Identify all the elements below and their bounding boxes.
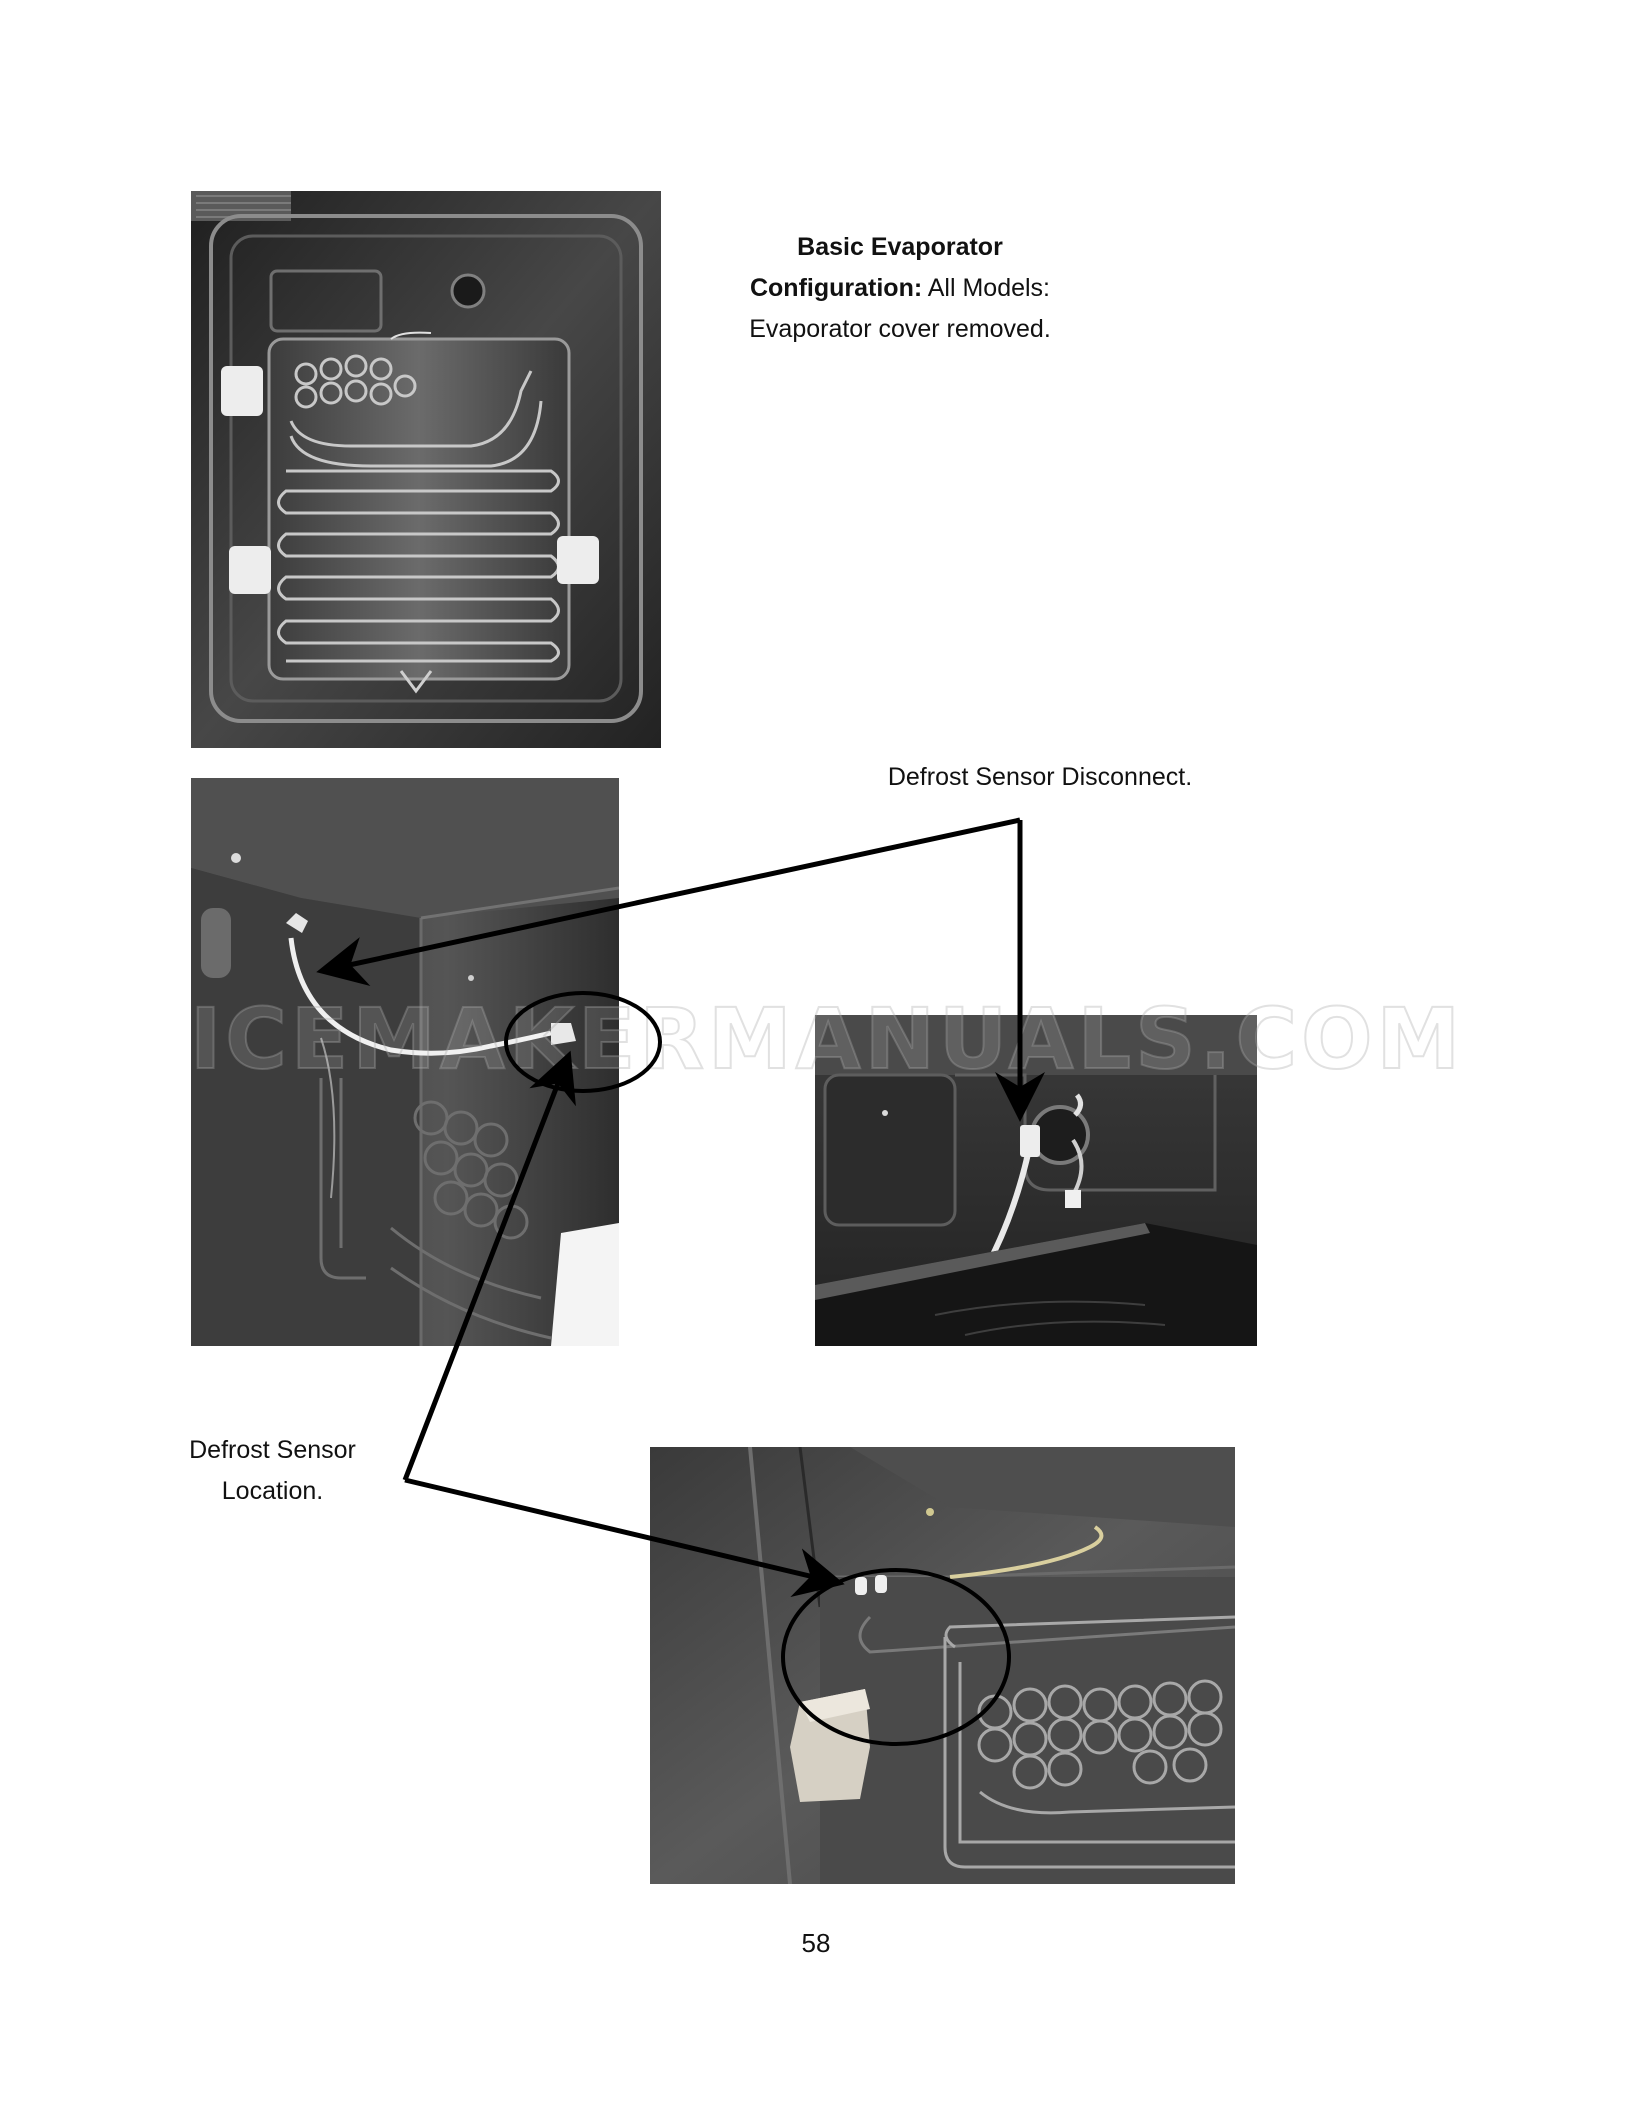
caption-title-line: Basic Evaporator <box>797 233 1003 261</box>
location-caption <box>160 1430 385 1512</box>
sensor-location-photo <box>650 1447 1235 1884</box>
disconnect-caption <box>850 757 1230 798</box>
evaporator-caption <box>700 227 1100 350</box>
sensor-disconnect-photo <box>815 1015 1257 1346</box>
disconnect-caption-text: Defrost Sensor Disconnect. <box>887 763 1193 791</box>
sensor-wire-photo <box>191 778 619 1346</box>
caption-title-label: Configuration: <box>749 274 923 302</box>
evaporator-photo <box>191 191 661 748</box>
page-number: 58 <box>801 1928 831 1958</box>
caption-cover-removed: Evaporator cover removed. <box>749 315 1051 343</box>
caption-models-text: All Models: <box>922 274 1051 302</box>
location-caption-line2: Location. <box>221 1477 324 1505</box>
location-caption-line1: Defrost Sensor <box>189 1436 356 1464</box>
